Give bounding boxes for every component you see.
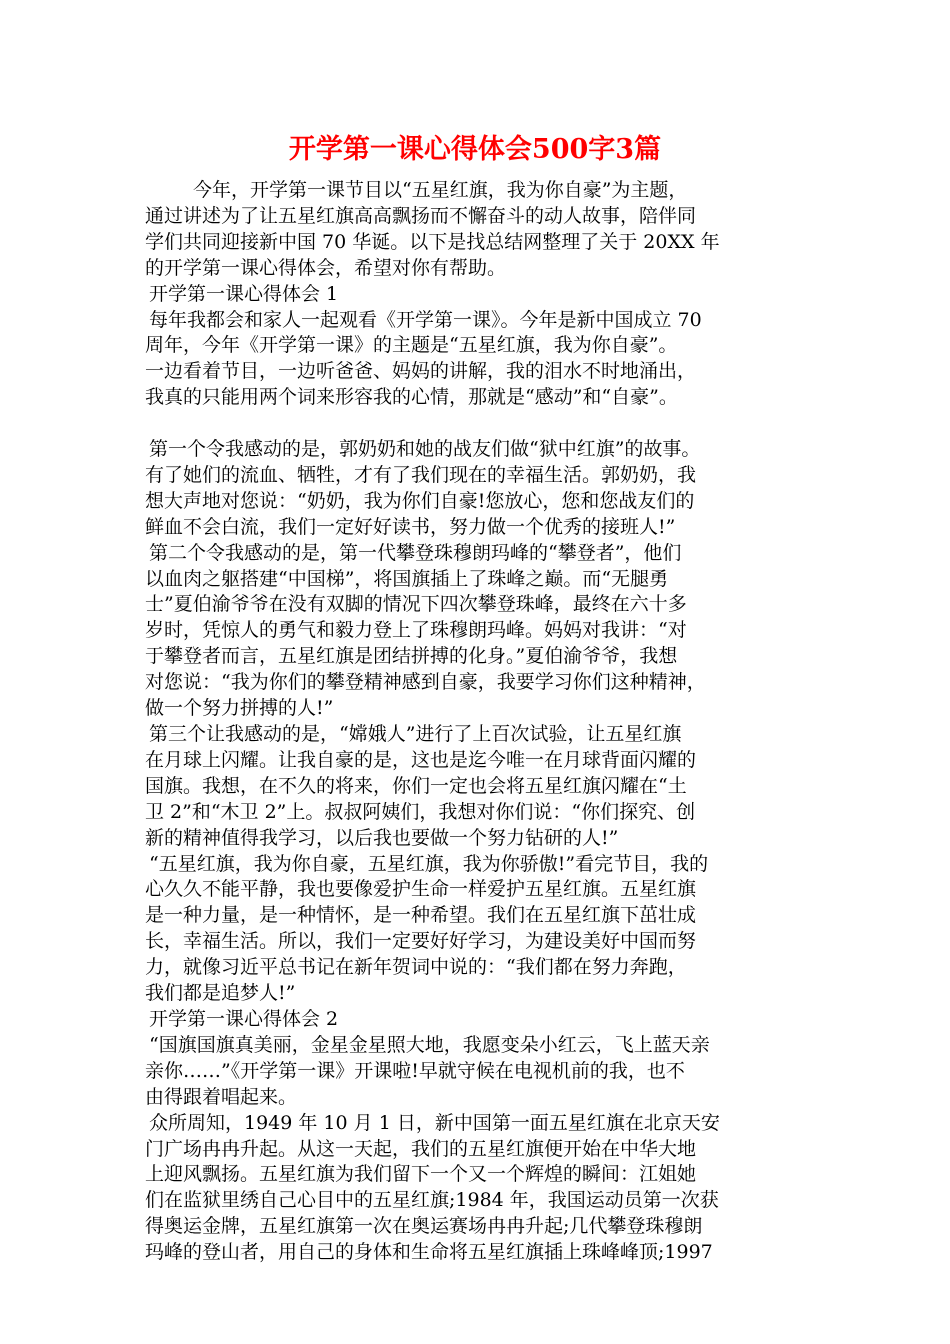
text-line: 通过讲述为了让五星红旗高高飘扬而不懈奋斗的动人故事，陪伴同 [145,204,697,227]
text-line: 学们共同迎接新中国 70 华诞。以下是找总结网整理了关于 20XX 年 [145,230,720,253]
text-line: 我真的只能用两个词来形容我的心情，那就是“感动”和“自豪”。 [145,386,678,409]
paragraph [145,722,810,852]
text-line: 们在监狱里绣自己心目中的五星红旗;1984 年，我国运动员第一次获 [145,1189,719,1212]
text-line: 在月球上闪耀。让我自豪的是，这也是迄今唯一在月球背面闪耀的 [145,748,697,771]
paragraph-intro [145,178,810,282]
text-line: 每年我都会和家人一起观看《开学第一课》。今年是新中国成立 70 [149,308,702,331]
blank-line [145,411,810,437]
text-line: 做一个努力拼搏的人!” [145,697,334,720]
text-line: 想大声地对您说：“奶奶，我为你们自豪!您放心，您和您战友们的 [145,489,695,512]
section-heading-2 [145,1007,810,1033]
text-line: 长，幸福生活。所以，我们一定要好好学习，为建设美好中国而努 [145,930,697,953]
text-line: 第二个令我感动的是，第一代攀登珠穆朗玛峰的“攀登者”，他们 [149,541,682,564]
text-line: 的开学第一课心得体会，希望对你有帮助。 [145,256,507,279]
text-line: 今年，开学第一课节目以“五星红旗，我为你自豪”为主题， [193,179,688,201]
text-line: 周年，今年《开学第一课》的主题是“五星红旗，我为你自豪”。 [145,334,678,357]
text-line: 鲜血不会白流，我们一定好好读书，努力做一个优秀的接班人!” [145,515,676,538]
text-line: 以血肉之躯搭建“中国梯”，将国旗插上了珠峰之巅。而“无腿勇 [145,567,669,590]
text-line: 于攀登者而言，五星红旗是团结拼搏的化身。”夏伯渝爷爷，我想 [145,645,678,668]
text-line: 第一个令我感动的是，郭奶奶和她的战友们做“狱中红旗”的故事。 [149,438,701,461]
section-heading-text: 开学第一课心得体会 2 [149,1007,339,1030]
text-line: 门广场冉冉升起。从这一天起，我们的五星红旗便开始在中华大地 [145,1137,697,1160]
document-body [145,178,810,1266]
paragraph [145,1111,810,1266]
text-line: 是一种力量，是一种情怀，是一种希望。我们在五星红旗下茁壮成 [145,904,697,927]
paragraph [145,437,810,541]
paragraph [145,308,810,412]
text-line: 新的精神值得我学习，以后我也要做一个努力钻研的人!” [145,826,619,849]
text-line: 得奥运金牌，五星红旗第一次在奥运赛场冉冉升起;几代攀登珠穆朗 [145,1215,703,1238]
text-line: 对您说：“我为你们的攀登精神感到自豪，我要学习你们这种精神， [145,671,706,694]
document-title: 开学第一课心得体会500字3篇 [288,134,662,165]
section-heading-text: 开学第一课心得体会 1 [149,282,339,305]
text-line: 士”夏伯渝爷爷在没有双脚的情况下四次攀登珠峰，最终在六十多 [145,593,687,616]
text-line: 玛峰的登山者，用自己的身体和生命将五星红旗插上珠峰峰顶;1997 [145,1241,713,1264]
text-line: 心久久不能平静，我也要像爱护生命一样爱护五星红旗。五星红旗 [145,878,697,901]
paragraph [145,1033,810,1111]
text-line: 第三个让我感动的是，“嫦娥人”进行了上百次试验，让五星红旗 [149,723,682,746]
text-line: 一边看着节目，一边听爸爸、妈妈的讲解，我的泪水不时地涌出， [145,360,697,383]
text-line: 岁时，凭惊人的勇气和毅力登上了珠穆朗玛峰。妈妈对我讲：“对 [145,619,687,642]
section-heading-1 [145,282,810,308]
paragraph [145,541,810,722]
text-line: 国旗。我想，在不久的将来，你们一定也会将五星红旗闪耀在“土 [145,774,687,797]
text-line: 亲你……”《开学第一课》开课啦!早就守候在电视机前的我，也不 [145,1059,685,1082]
text-line: 卫 2”和“木卫 2”上。叔叔阿姨们，我想对你们说：“你们探究、创 [145,800,696,823]
text-line: 力，就像习近平总书记在新年贺词中说的：“我们都在努力奔跑， [145,956,687,979]
text-line: 我们都是追梦人!” [145,982,296,1005]
text-line: 有了她们的流血、牺牲，才有了我们现在的幸福生活。郭奶奶，我 [145,463,697,486]
text-line: “国旗国旗真美丽，金星金星照大地，我愿变朵小红云，飞上蓝天亲 [149,1033,710,1056]
paragraph [145,852,810,1007]
text-line: 上迎风飘扬。五星红旗为我们留下一个又一个辉煌的瞬间：江姐她 [145,1163,697,1186]
text-line: 由得跟着唱起来。 [145,1085,298,1108]
text-line: 众所周知，1949 年 10 月 1 日，新中国第一面五星红旗在北京天安 [149,1111,720,1134]
text-line: “五星红旗，我为你自豪，五星红旗，我为你骄傲!”看完节目，我的 [149,852,709,875]
